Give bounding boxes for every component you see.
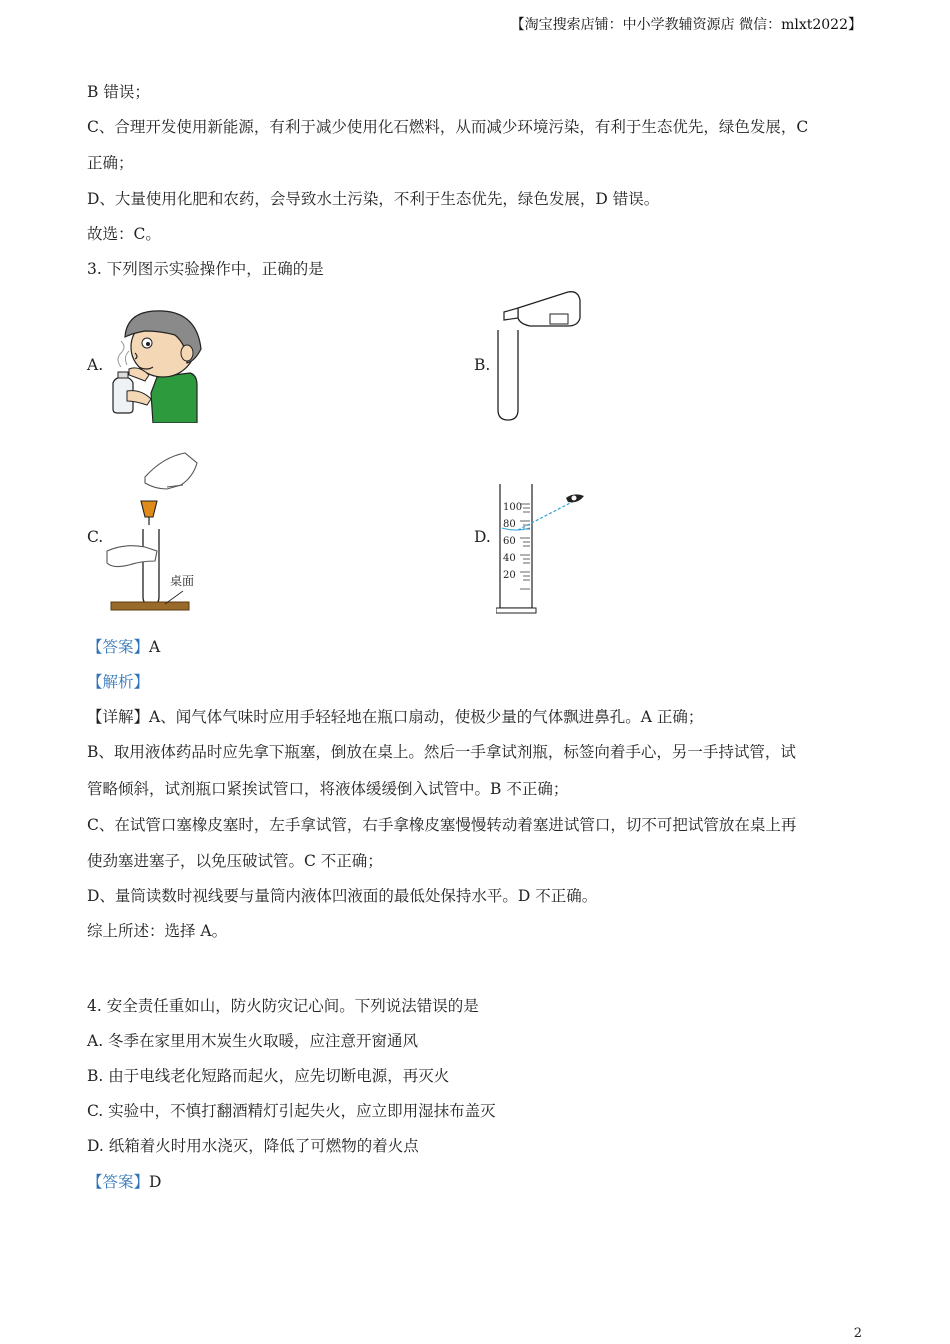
text-line: 使劲塞进塞子，以免压破试管。C 不正确； — [87, 852, 383, 870]
cylinder-tick-label: 80 — [503, 519, 516, 530]
smelling-gas-figure — [105, 305, 205, 423]
option-d-label: D. — [474, 528, 491, 546]
question-4-option-b: B. 由于电线老化短路而起火，应先切断电源，再灭火 — [87, 1067, 450, 1085]
table-surface-label: 桌面 — [170, 574, 195, 588]
answer-line — [87, 637, 160, 657]
answer-tag: 【答案】 — [87, 1173, 150, 1191]
option-c-label: C. — [87, 528, 104, 546]
text-line: C、合理开发使用新能源，有利于减少使用化石燃料，从而减少环境污染，有利于生态优先，绿色发展，C — [87, 118, 809, 136]
text-line: 综上所述：选择 A。 — [87, 922, 228, 940]
option-a-label: A. — [87, 356, 104, 374]
question-3-stem: 3. 下列图示实验操作中，正确的是 — [87, 260, 324, 278]
text-line: 管略倾斜，试剂瓶口紧挨试管口，将液体缓缓倒入试管中。B 不正确； — [87, 780, 569, 798]
answer-value: D — [149, 1173, 162, 1191]
page-number: 2 — [853, 1326, 862, 1341]
question-4-option-c: C. 实验中，不慎打翻酒精灯引起失火，应立即用湿抹布盖灭 — [87, 1102, 496, 1120]
question-4-option-d: D. 纸箱着火时用水浇灭，降低了可燃物的着火点 — [87, 1137, 419, 1155]
detail-text: A、闻气体气味时应用手轻轻地在瓶口扇动，使极少量的气体飘进鼻孔。A 正确； — [149, 708, 704, 726]
detail-line — [87, 707, 703, 727]
pouring-liquid-figure — [490, 290, 585, 425]
text-line: 故选：C。 — [87, 225, 161, 243]
answer-tag: 【答案】 — [87, 638, 150, 656]
cylinder-tick-label: 20 — [503, 570, 516, 581]
cylinder-tick-label: 100 — [503, 502, 523, 513]
answer-line — [87, 1172, 161, 1192]
text-line: D、量筒读数时视线要与量筒内液体凹液面的最低处保持水平。D 不正确。 — [87, 887, 598, 905]
analysis-line — [87, 672, 149, 692]
page-header: 【淘宝搜索店铺：中小学教辅资源店 微信：mlxt2022】 — [510, 17, 862, 33]
question-4-option-a: A. 冬季在家里用木炭生火取暖，应注意开窗通风 — [87, 1032, 419, 1050]
inserting-stopper-figure — [105, 447, 205, 617]
text-line: C、在试管口塞橡皮塞时，左手拿试管，右手拿橡皮塞慢慢转动着塞进试管口，切不可把试管放在桌上再 — [87, 816, 797, 834]
text-line: B、取用液体药品时应先拿下瓶塞，倒放在桌上。然后一手拿试剂瓶，标签向着手心，另一手持试管，试 — [87, 743, 796, 761]
answer-value: A — [149, 638, 161, 656]
text-line: B 错误； — [87, 83, 150, 101]
cylinder-tick-label: 60 — [503, 536, 516, 547]
text-line: 正确； — [87, 154, 134, 172]
text-line: D、大量使用化肥和农药，会导致水土污染，不利于生态优先，绿色发展，D 错误。 — [87, 190, 660, 208]
analysis-tag: 【解析】 — [87, 673, 150, 691]
option-b-label: B. — [474, 356, 491, 374]
question-4-stem: 4. 安全责任重如山，防火防灾记心间。下列说法错误的是 — [87, 997, 479, 1015]
detail-tag: 【详解】 — [87, 708, 150, 726]
cylinder-tick-label: 40 — [503, 553, 516, 564]
